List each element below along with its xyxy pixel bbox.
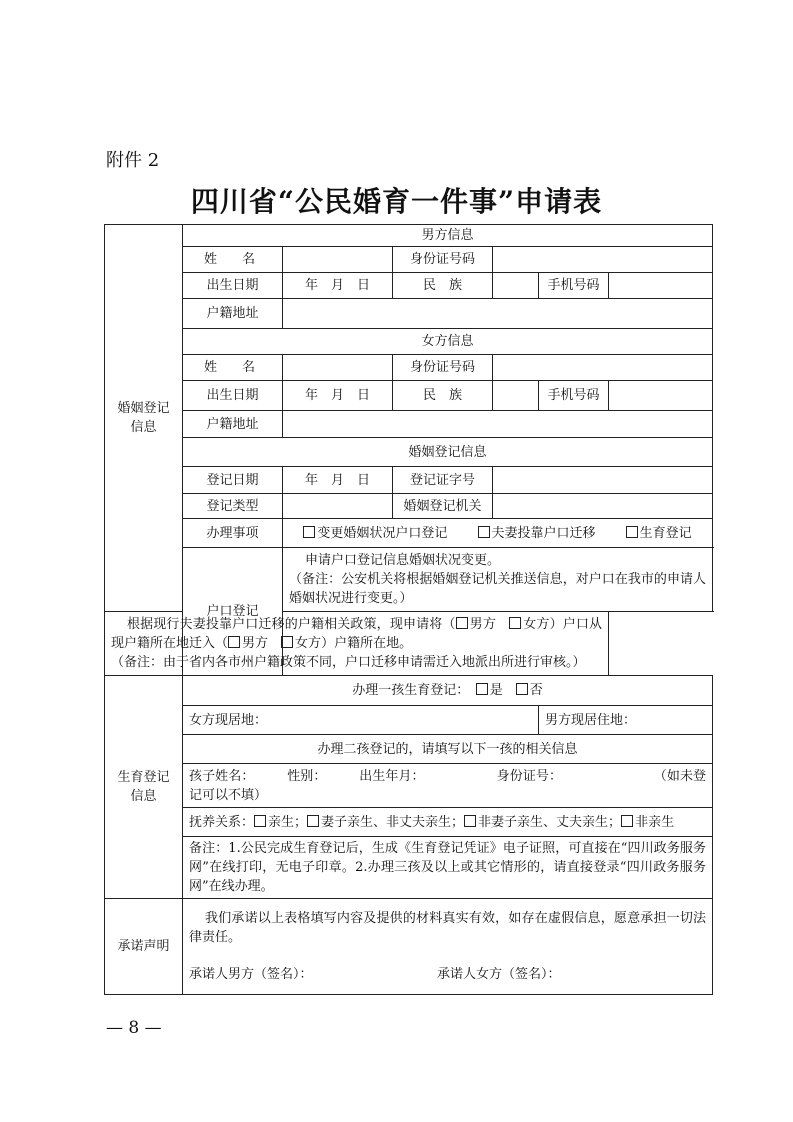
marriage-section-label: 婚姻登记信息: [105, 225, 183, 612]
reg-type-label: 登记类型: [183, 494, 283, 519]
reg-type-field[interactable]: [283, 494, 393, 519]
hukou-marriage-status-block: [283, 548, 713, 612]
male-info-header: 男方信息: [183, 225, 713, 247]
pledge-text: 我们承诺以上表格填写内容及提供的材料真实有效，如存在虚假信息，愿意承担一切法律责任。: [189, 911, 707, 945]
female-birth-field[interactable]: 年 月 日: [283, 381, 393, 411]
relation-option[interactable]: 非妻子亲生、丈夫亲生；: [464, 815, 621, 830]
male-phone-label: 手机号码: [539, 273, 609, 299]
male-ethnic-field[interactable]: [493, 273, 539, 299]
pledge-label: 承诺声明: [105, 899, 183, 995]
cert-number-label: 登记证字号: [393, 467, 493, 494]
male-id-field[interactable]: [493, 247, 713, 273]
relation-option[interactable]: 妻子亲生、非丈夫亲生；: [307, 815, 464, 830]
female-residence-field[interactable]: 女方现居地：: [183, 706, 539, 735]
checkbox-icon[interactable]: [281, 636, 293, 648]
male-address-label: 户籍地址: [183, 299, 283, 329]
items-label: 办理事项: [183, 519, 283, 548]
reg-date-label: 登记日期: [183, 467, 283, 494]
female-ethnic-field[interactable]: [493, 381, 539, 411]
hukou-para-1: 申请户口登记信息婚姻状况变更。: [305, 553, 501, 568]
checkbox-icon[interactable]: [621, 815, 633, 827]
male-address-field[interactable]: [283, 299, 713, 329]
relation-option[interactable]: 亲生；: [254, 815, 307, 830]
male-signature-field[interactable]: 承诺人男方（签名）：: [189, 967, 313, 982]
hukou-para-2: 根据现行夫妻投靠户口迁移的户籍相关政策，现申请将（ 男方 女方）户口从现户籍所在地迁入（ 男方 女方）户籍所在地。: [111, 617, 602, 651]
female-phone-field[interactable]: [609, 381, 713, 411]
page-number: — 8 —: [106, 1018, 162, 1038]
male-name-field[interactable]: [283, 247, 393, 273]
checkbox-icon[interactable]: [478, 526, 490, 538]
reg-date-field[interactable]: 年 月 日: [283, 467, 393, 494]
female-info-header: 女方信息: [183, 329, 713, 355]
hukou-note-2: （备注：由于省内各市州户籍政策不同，户口迁移申请需迁入地派出所进行审核。）: [111, 655, 586, 670]
first-child-yes[interactable]: 是: [476, 683, 503, 698]
female-address-field[interactable]: [283, 411, 713, 438]
form-title: 四川省“公民婚育一件事”申请表: [190, 185, 603, 218]
checkbox-icon[interactable]: [254, 815, 266, 827]
hukou-section-label: 户口登记: [183, 548, 283, 676]
attachment-label: 附件 2: [106, 150, 160, 171]
birth-section-label: 生育登记信息: [105, 676, 183, 899]
checkbox-icon[interactable]: [476, 683, 488, 695]
relation-option[interactable]: 非亲生: [621, 815, 674, 830]
first-child-row: 办理一孩生育登记： 是 否: [183, 676, 713, 706]
reg-office-label: 婚姻登记机关: [393, 494, 493, 519]
first-child-no[interactable]: 否: [516, 683, 543, 698]
female-signature-field[interactable]: 承诺人女方（签名）：: [437, 967, 561, 982]
checkbox-icon[interactable]: [228, 636, 240, 648]
female-id-field[interactable]: [493, 355, 713, 381]
male-residence-field[interactable]: 男方现居住地：: [539, 706, 713, 735]
checkbox-icon[interactable]: [303, 526, 315, 538]
female-address-label: 户籍地址: [183, 411, 283, 438]
cert-number-field[interactable]: [493, 467, 713, 494]
hukou-note-1: （备注：公安机关将根据婚姻登记机关推送信息，对户口在我市的申请人婚姻状况进行变更。）: [289, 572, 707, 606]
checkbox-icon[interactable]: [516, 683, 528, 695]
female-name-field[interactable]: [283, 355, 393, 381]
female-ethnic-label: 民 族: [393, 381, 493, 411]
registration-info-header: 婚姻登记信息: [183, 438, 713, 467]
option-birth-registration[interactable]: 生育登记: [626, 526, 692, 541]
pledge-signatures: [189, 965, 706, 984]
child-info-fields[interactable]: 孩子姓名： 性别： 出生年月： 身份证号： （如未登记可以不填）: [183, 764, 713, 808]
reg-office-field[interactable]: [493, 494, 713, 519]
female-id-label: 身份证号码: [393, 355, 493, 381]
checkbox-icon[interactable]: [509, 617, 521, 629]
male-id-label: 身份证号码: [393, 247, 493, 273]
female-birth-label: 出生日期: [183, 381, 283, 411]
checkbox-icon[interactable]: [464, 815, 476, 827]
application-form-table: [104, 224, 713, 995]
option-spouse-hukou-transfer[interactable]: 夫妻投靠户口迁移: [478, 526, 596, 541]
option-marriage-status-change[interactable]: 变更婚姻状况户口登记: [303, 526, 447, 541]
male-ethnic-label: 民 族: [393, 273, 493, 299]
birth-note: 备注：1.公民完成生育登记后，生成《生育登记凭证》电子证照，可直接在“四川政务服务网”在线打印，无电子印章。2.办理三孩及以上或其它情形的，请直接登录“四川政务服务网”在线办理。: [183, 837, 713, 899]
second-child-header: 办理二孩登记的，请填写以下一孩的相关信息: [183, 735, 713, 764]
male-birth-label: 出生日期: [183, 273, 283, 299]
male-name-label: 姓 名: [183, 247, 283, 273]
female-name-label: 姓 名: [183, 355, 283, 381]
items-options: [283, 519, 713, 548]
checkbox-icon[interactable]: [456, 617, 468, 629]
male-phone-field[interactable]: [609, 273, 713, 299]
female-phone-label: 手机号码: [539, 381, 609, 411]
relation-row: 抚养关系： 亲生； 妻子亲生、非丈夫亲生； 非妻子亲生、丈夫亲生； 非亲生: [183, 808, 713, 837]
checkbox-icon[interactable]: [626, 526, 638, 538]
hukou-transfer-block: [105, 612, 609, 676]
pledge-block: [183, 899, 713, 995]
checkbox-icon[interactable]: [307, 815, 319, 827]
male-birth-field[interactable]: 年 月 日: [283, 273, 393, 299]
